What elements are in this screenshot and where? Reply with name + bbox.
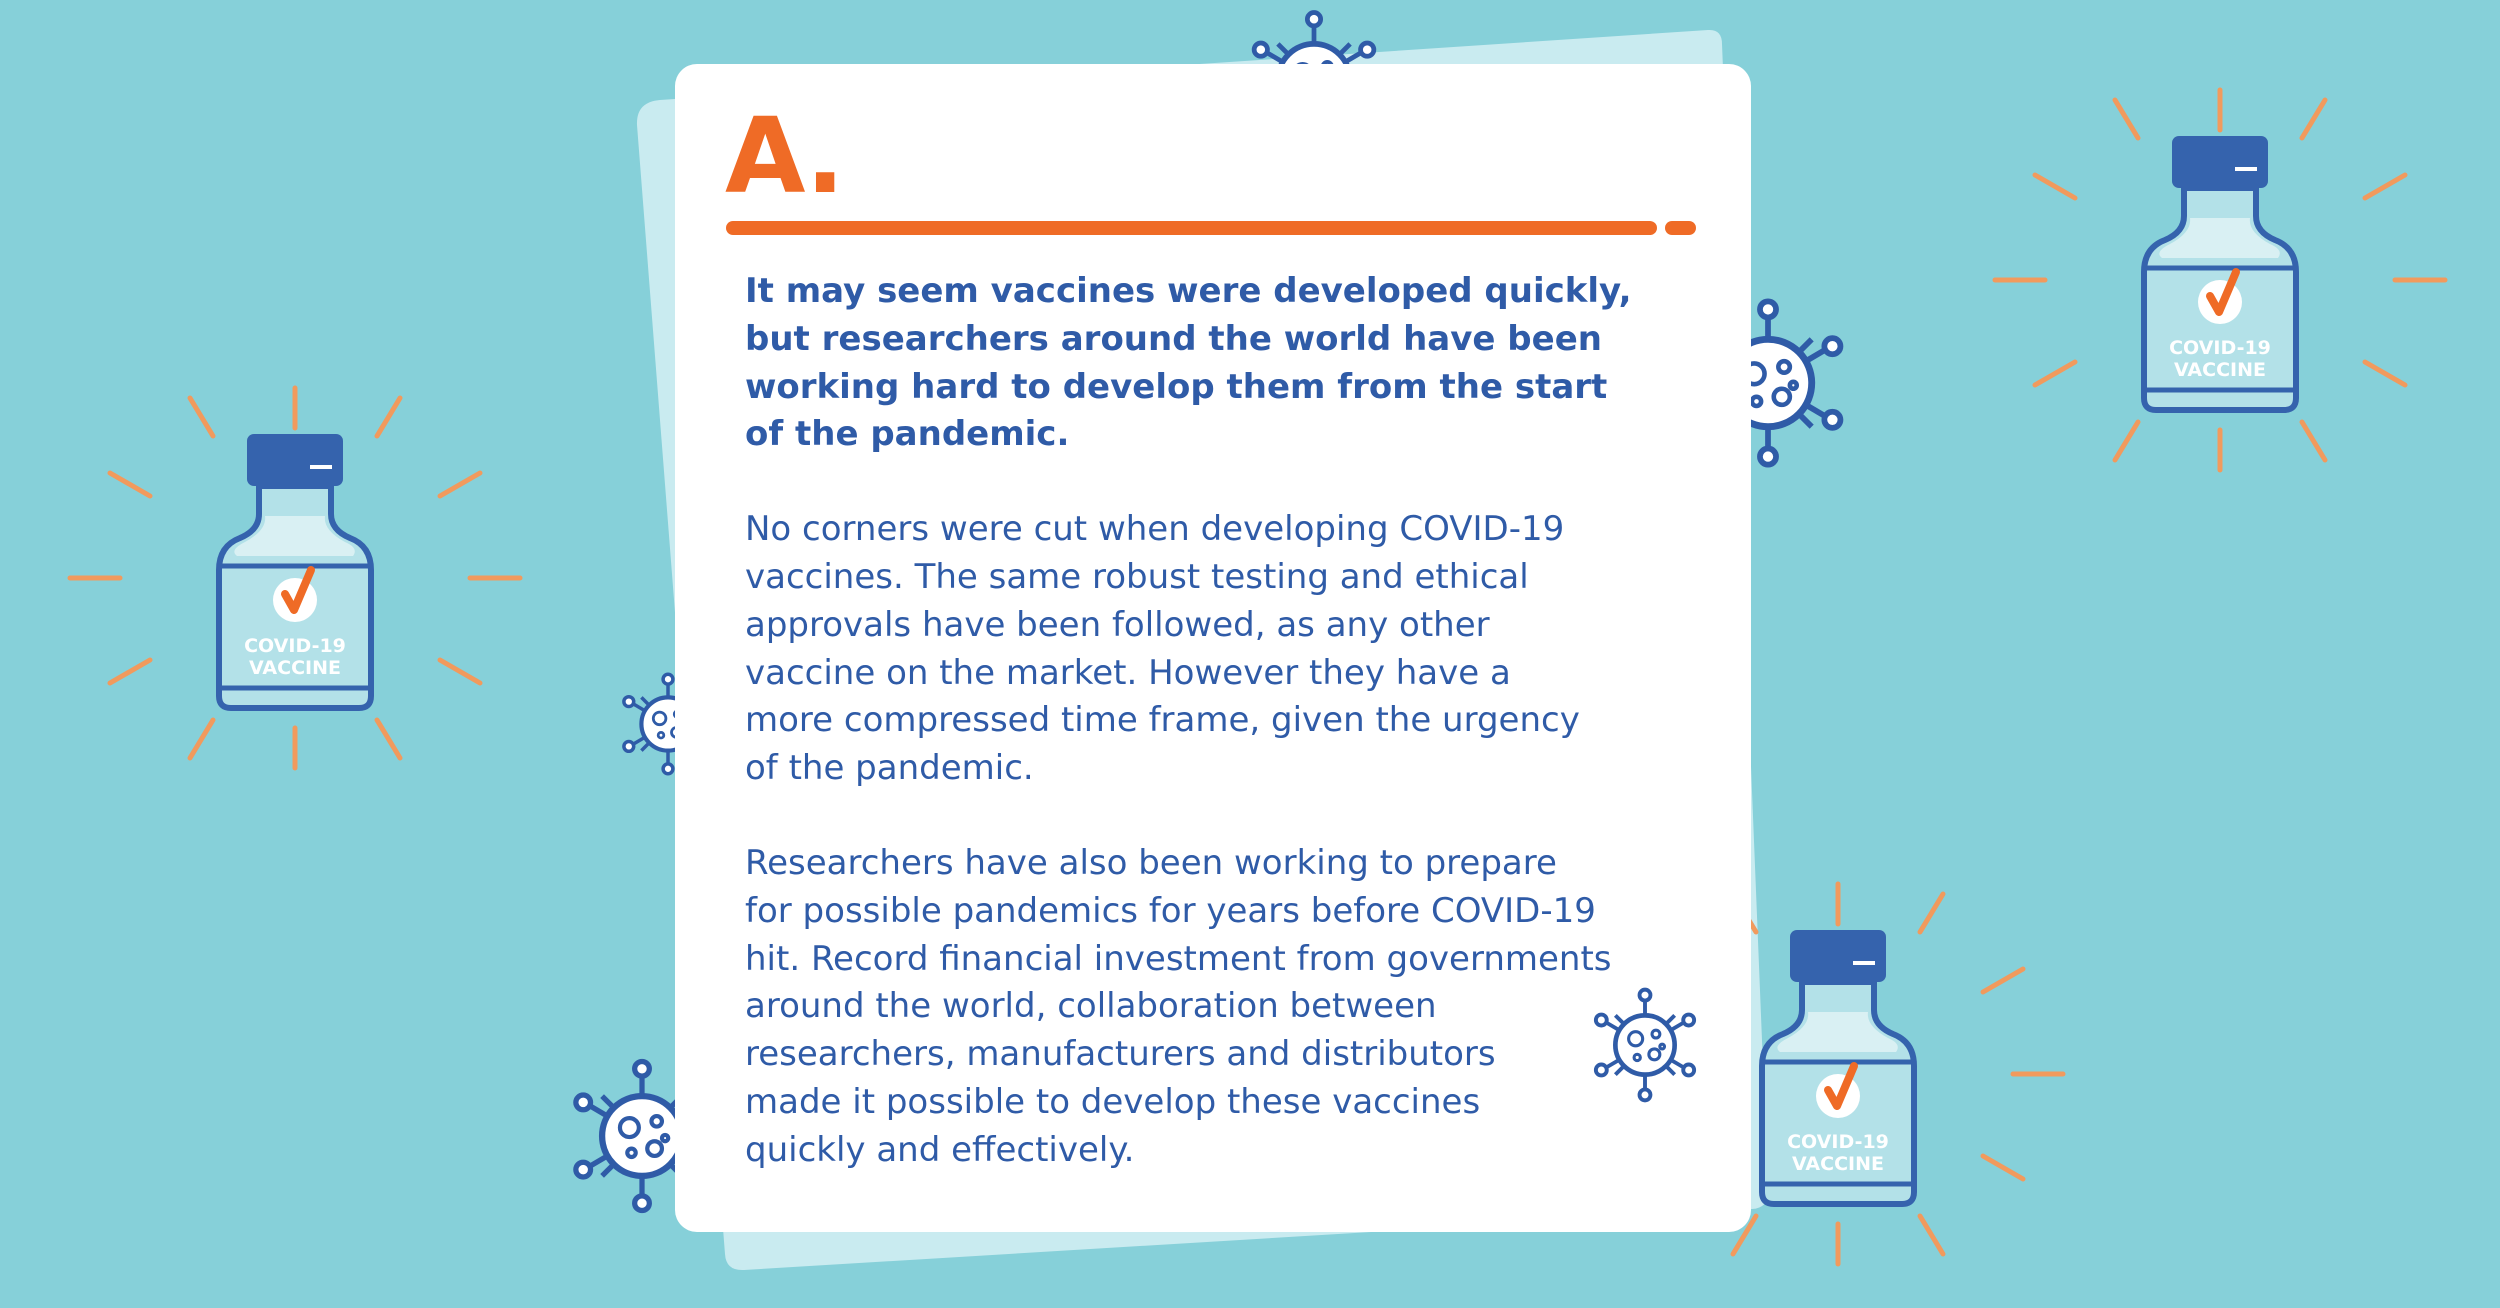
lead-statement: It may seem vaccines were developed quickly, but researchers around the world have been working hard to develop them from the start of the pandemic.: [745, 271, 1632, 455]
svg-text:VACCINE: VACCINE: [249, 657, 341, 679]
paragraph-testing: No corners were cut when developing COVID-19 vaccines. The same robust testing and ethical approvals have been followed, as any other vaccine on the market. However they have a more compressed time frame, given the urgency of the pandemic.: [745, 509, 1580, 789]
vaccine-vial-icon-left: [70, 388, 520, 768]
svg-text:COVID-19: COVID-19: [244, 635, 346, 657]
answer-letter: A.: [725, 95, 843, 217]
vaccine-vial-icon-top-right: [1995, 90, 2445, 470]
svg-text:COVID-19: COVID-19: [2169, 337, 2271, 359]
heading-underline: [725, 216, 1725, 240]
answer-card: [675, 64, 1751, 1232]
paragraph-preparation: Researchers have also been working to prepare for possible pandemics for years before COVID-19 hit. Record financial investment from governments around the world, collaboration between researchers, manufacturers and distributors made it possible to develop these vaccines quickly and effectively.: [745, 842, 1612, 1170]
svg-text:VACCINE: VACCINE: [2174, 359, 2266, 381]
svg-text:COVID-19: COVID-19: [1787, 1131, 1889, 1153]
svg-text:VACCINE: VACCINE: [1792, 1153, 1884, 1175]
answer-text: [745, 268, 1730, 1222]
